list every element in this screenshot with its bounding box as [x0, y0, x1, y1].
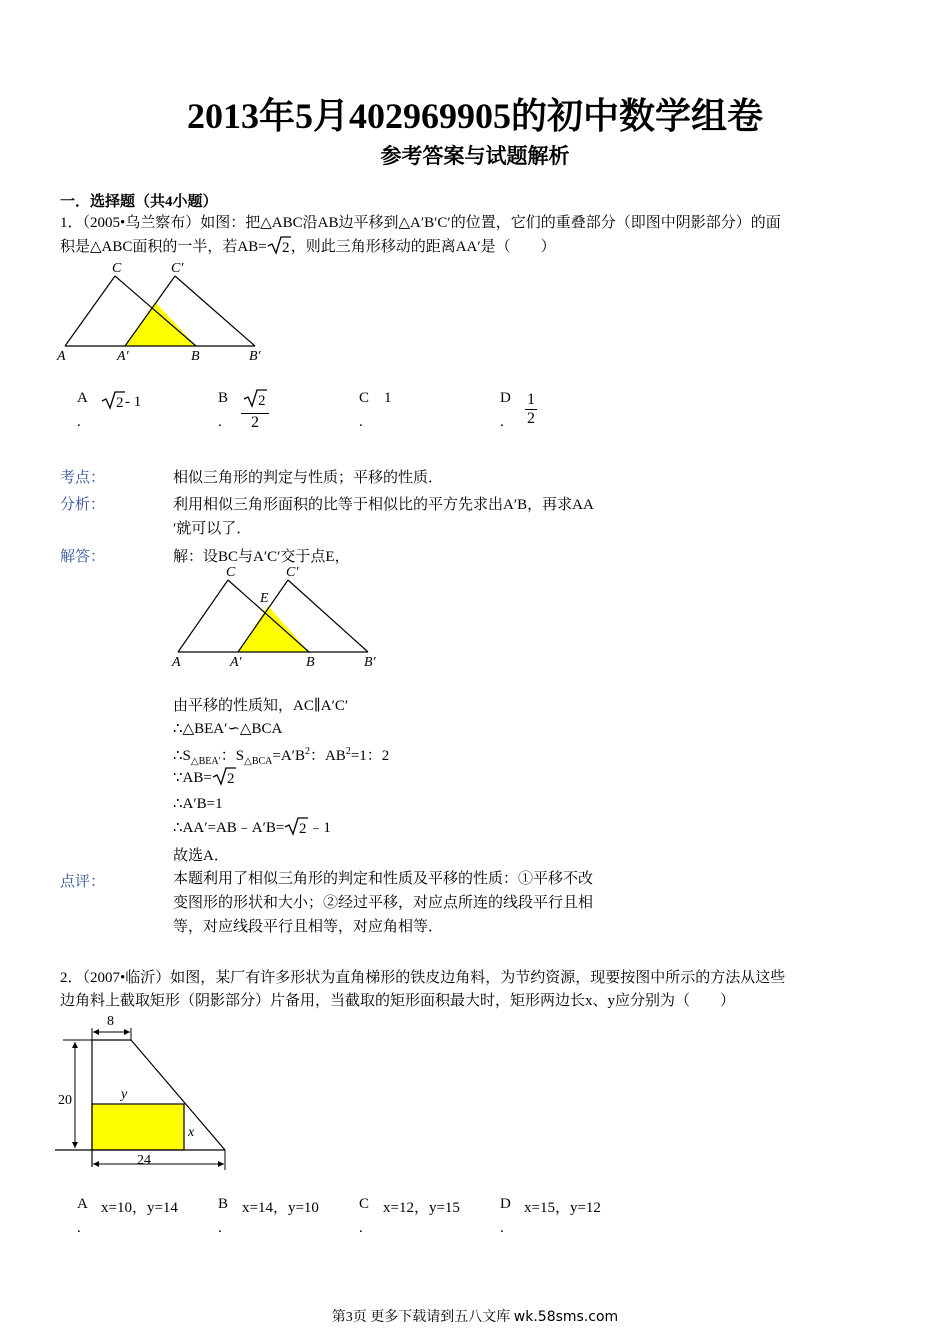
kaodian-text: 相似三角形的判定与性质；平移的性质． — [173, 470, 444, 486]
solution-step-6: ∴AA′=AB﹣A′B= 2 ﹣1 — [173, 816, 331, 841]
fenxi-text: 利用相似三角形面积的比等于相似比的平方先求出A′B，再求AA ′就可以了． — [173, 497, 594, 537]
label-A-prime: A′ — [230, 655, 242, 670]
q1-stem-line1: 1．（2005•乌兰察布）如图：把△ABC沿AB边平移到△A′B′C′的位置，它们的重叠部分（即图中阴影部分）的面 — [60, 215, 781, 231]
dianping-text: 本题利用了相似三角形的判定和性质及平移的性质：①平移不改 变图形的形状和大小；②经过平移，对应点所连的线段平行且相 等，对应线段平行且相等，对应角相等． — [173, 871, 594, 935]
q2-option-c-dot: . — [359, 1220, 363, 1236]
label-B: B — [306, 655, 315, 670]
section-heading: 一．选择题（共4小题） — [60, 194, 218, 210]
svg-text:2: 2 — [299, 821, 307, 836]
label-C: C — [112, 261, 122, 276]
svg-text:2: 2 — [116, 395, 124, 410]
solution-step-7: 故选A． — [173, 848, 229, 864]
label-x: x — [188, 1125, 195, 1140]
label-A: A — [172, 655, 181, 670]
solution-step-4: ∵AB= 2 — [173, 766, 236, 791]
svg-text:2: 2 — [258, 393, 266, 408]
svg-text:2: 2 — [226, 771, 235, 786]
label-C-prime: C′ — [171, 261, 184, 276]
q2-stem — [60, 967, 892, 1013]
footer-site-link[interactable]: wk.58sms.com — [513, 1309, 619, 1325]
label-24: 24 — [137, 1153, 151, 1168]
label-E: E — [260, 591, 269, 606]
solution-step-5: ∴A′B=1 — [173, 796, 223, 812]
kaodian-label: 考点： — [60, 470, 106, 486]
overlap-shade — [238, 606, 309, 652]
solution-step-2: ∴△BEA′∽△BCA — [173, 721, 283, 737]
label-B: B — [191, 349, 200, 364]
svg-text:2: 2 — [281, 240, 290, 255]
q1-option-b-dot: . — [218, 414, 222, 430]
q1-option-d[interactable] — [525, 391, 537, 428]
doc-subtitle: 参考答案与试题解析 — [380, 144, 570, 168]
label-C: C — [226, 565, 236, 580]
label-B-prime: B′ — [249, 349, 261, 364]
solution-step-1: 由平移的性质知，AC∥A′C′ — [173, 698, 349, 714]
q2-option-d-letter[interactable]: D — [500, 1196, 511, 1212]
solution-step-3: $\therefore S_{\triangle BEA'}$：$S_{\triangle BCA}=A'B^2$：$AB^2=1$：2 — [173, 746, 390, 767]
dianping-label: 点评： — [60, 874, 106, 890]
label-A-prime: A′ — [117, 349, 129, 364]
sqrt-icon — [101, 390, 125, 415]
q1-option-b[interactable] — [241, 388, 269, 432]
q1-option-c-letter[interactable]: C — [359, 390, 370, 406]
q2-option-a-letter[interactable]: A — [77, 1196, 88, 1212]
fenxi-label: 分析： — [60, 497, 106, 513]
q1-stem-line2a: 积是△ABC面积的一半，若AB= — [60, 239, 267, 255]
sqrt-icon — [212, 766, 236, 791]
label-y: y — [121, 1087, 128, 1102]
q1-option-a[interactable]: 2 - 1 — [101, 390, 141, 415]
q1-option-c[interactable]: 1 — [384, 390, 392, 406]
jieda-label: 解答： — [60, 549, 106, 565]
page-footer — [0, 1306, 950, 1326]
q2-option-d-dot: . — [500, 1220, 504, 1236]
q1-triangle-figure — [55, 258, 275, 368]
fraction-sqrt2-over-2: $\frac{2}{2}$ — [241, 388, 269, 432]
q2-option-b-dot: . — [218, 1220, 222, 1236]
sqrt-icon — [284, 816, 308, 841]
q1-option-a-dot: . — [77, 414, 81, 430]
label-8: 8 — [107, 1014, 114, 1029]
overlap-shade — [125, 302, 196, 346]
q1-option-c-dot: . — [359, 414, 363, 430]
solution-triangle-figure — [168, 562, 388, 674]
doc-title: 2013年5月402969905的初中数学组卷 — [186, 96, 763, 136]
q1-option-b-letter[interactable]: B — [218, 390, 229, 406]
label-C-prime: C′ — [286, 565, 299, 580]
q2-option-c-letter[interactable]: C — [359, 1196, 370, 1212]
q1-option-a-letter[interactable]: A — [77, 390, 88, 406]
q2-stem-line1: 2．（2007•临沂）如图，某厂有许多形状为直角梯形的铁皮边角料，为节约资源，现要按图中所示的方法从这些 — [60, 970, 786, 986]
shaded-rectangle — [92, 1104, 184, 1150]
q2-option-a[interactable]: x=10，y=14 — [101, 1200, 178, 1216]
label-B-prime: B′ — [364, 655, 376, 670]
q1-option-d-letter[interactable]: D — [500, 390, 511, 406]
q1-stem — [60, 212, 892, 263]
q2-option-a-dot: . — [77, 1220, 81, 1236]
q2-option-b[interactable]: x=14，y=10 — [242, 1200, 319, 1216]
label-A: A — [57, 349, 66, 364]
q1-stem-line2b: ，则此三角形移动的距离AA′是（ ） — [290, 239, 556, 255]
fraction-one-half: $\frac{1}{2}$ — [527, 391, 535, 427]
q2-stem-line2: 边角料上截取矩形（阴影部分）片备用，当截取的矩形面积最大时，矩形两边长x、y应分别为（ ） — [60, 993, 736, 1009]
q1-option-d-dot: . — [500, 414, 504, 430]
q2-option-b-letter[interactable]: B — [218, 1196, 229, 1212]
jieda-intro: 解：设BC与A′C′交于点E， — [173, 549, 350, 565]
footer-text: 第3页 更多下载请到五八文库 — [331, 1310, 511, 1325]
q2-trapezoid-figure — [55, 1012, 235, 1172]
q2-option-d[interactable]: x=15，y=12 — [524, 1200, 601, 1216]
q2-option-c[interactable]: x=12，y=15 — [383, 1200, 460, 1216]
label-20: 20 — [58, 1093, 72, 1108]
